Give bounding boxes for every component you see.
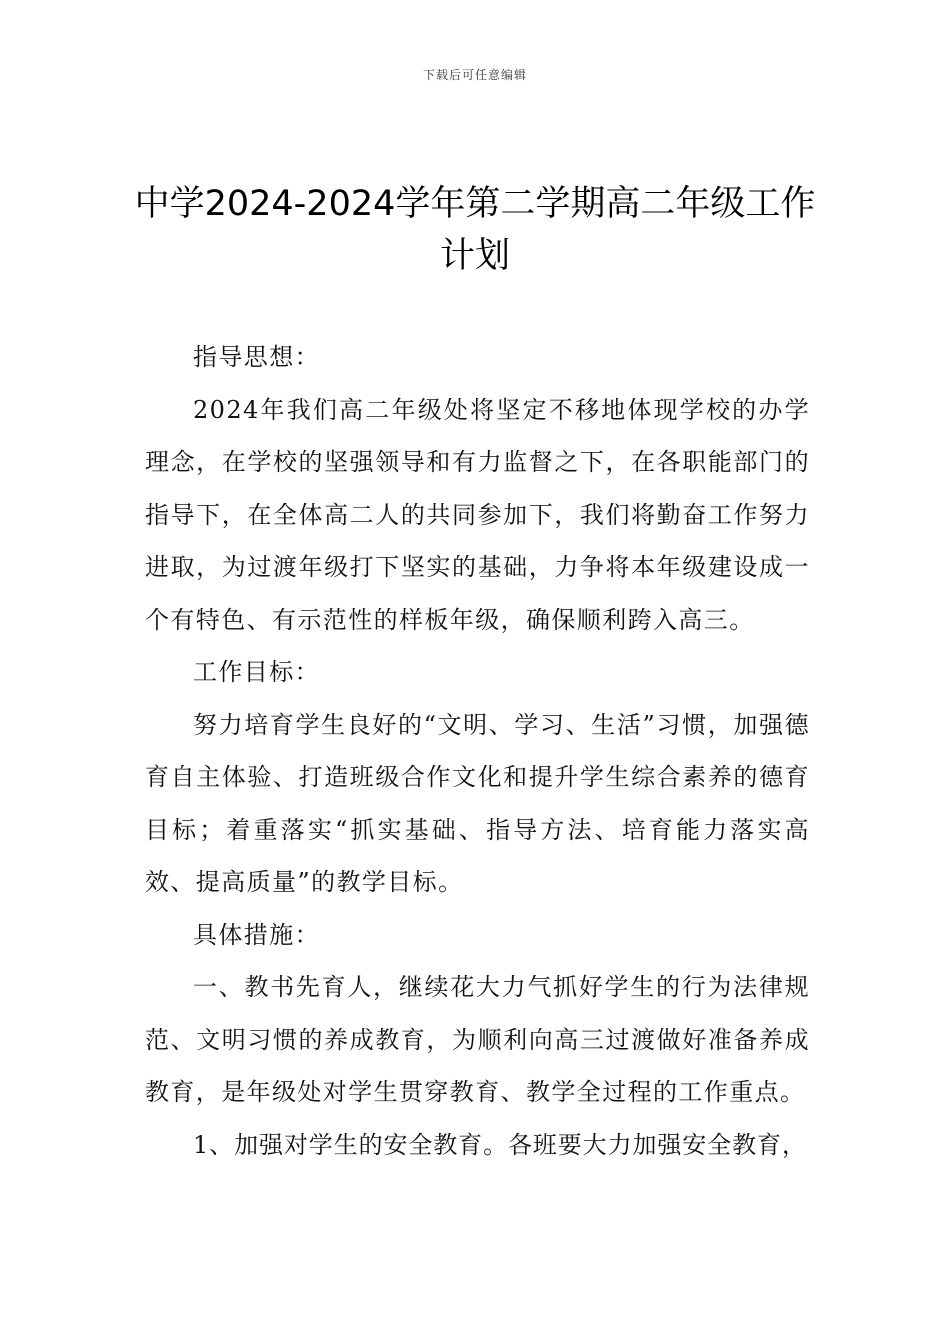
heading-guiding-ideology: 指导思想： [193, 343, 320, 371]
heading-specific-measures: 具体措施： [193, 920, 320, 949]
paragraph-work-goals: 努力培育学生良好的“文明、学习、生活”习惯，加强德育自主体验、打造班级合作文化和提升学生综合素养的德育目标；着重落实“抓实基础、指导方法、培育能力落实高效、提高质量”的教学目标。 [145, 710, 810, 896]
page-header-note: 下载后可任意编辑 [422, 68, 527, 82]
paragraph-measure-one-item-one: 1、加强对学生的安全教育。各班要大力加强安全教育， [193, 1130, 807, 1159]
paragraph-measure-one: 一、教书先育人，继续花大力气抓好学生的行为法律规范、文明习惯的养成教育，为顺利向高三过渡做好准备养成教育，是年级处对学生贯穿教育、教学全过程的工作重点。 [145, 973, 810, 1106]
paragraph-guiding-ideology: 2024年我们高二年级处将坚定不移地体现学校的办学理念，在学校的坚强领导和有力监督之下，在各职能部门的指导下，在全体高二人的共同参加下，我们将勤奋工作努力进取，为过渡年级打下坚实的基础，力争将本年级建设成一个有特色、有示范性的样板年级，确保顺利跨入高三。 [145, 395, 810, 634]
document-body [145, 331, 810, 1171]
document-title: 中学2024-2024学年第二学期高二年级工作计划 [134, 184, 816, 276]
heading-work-goals: 工作目标： [193, 658, 320, 686]
